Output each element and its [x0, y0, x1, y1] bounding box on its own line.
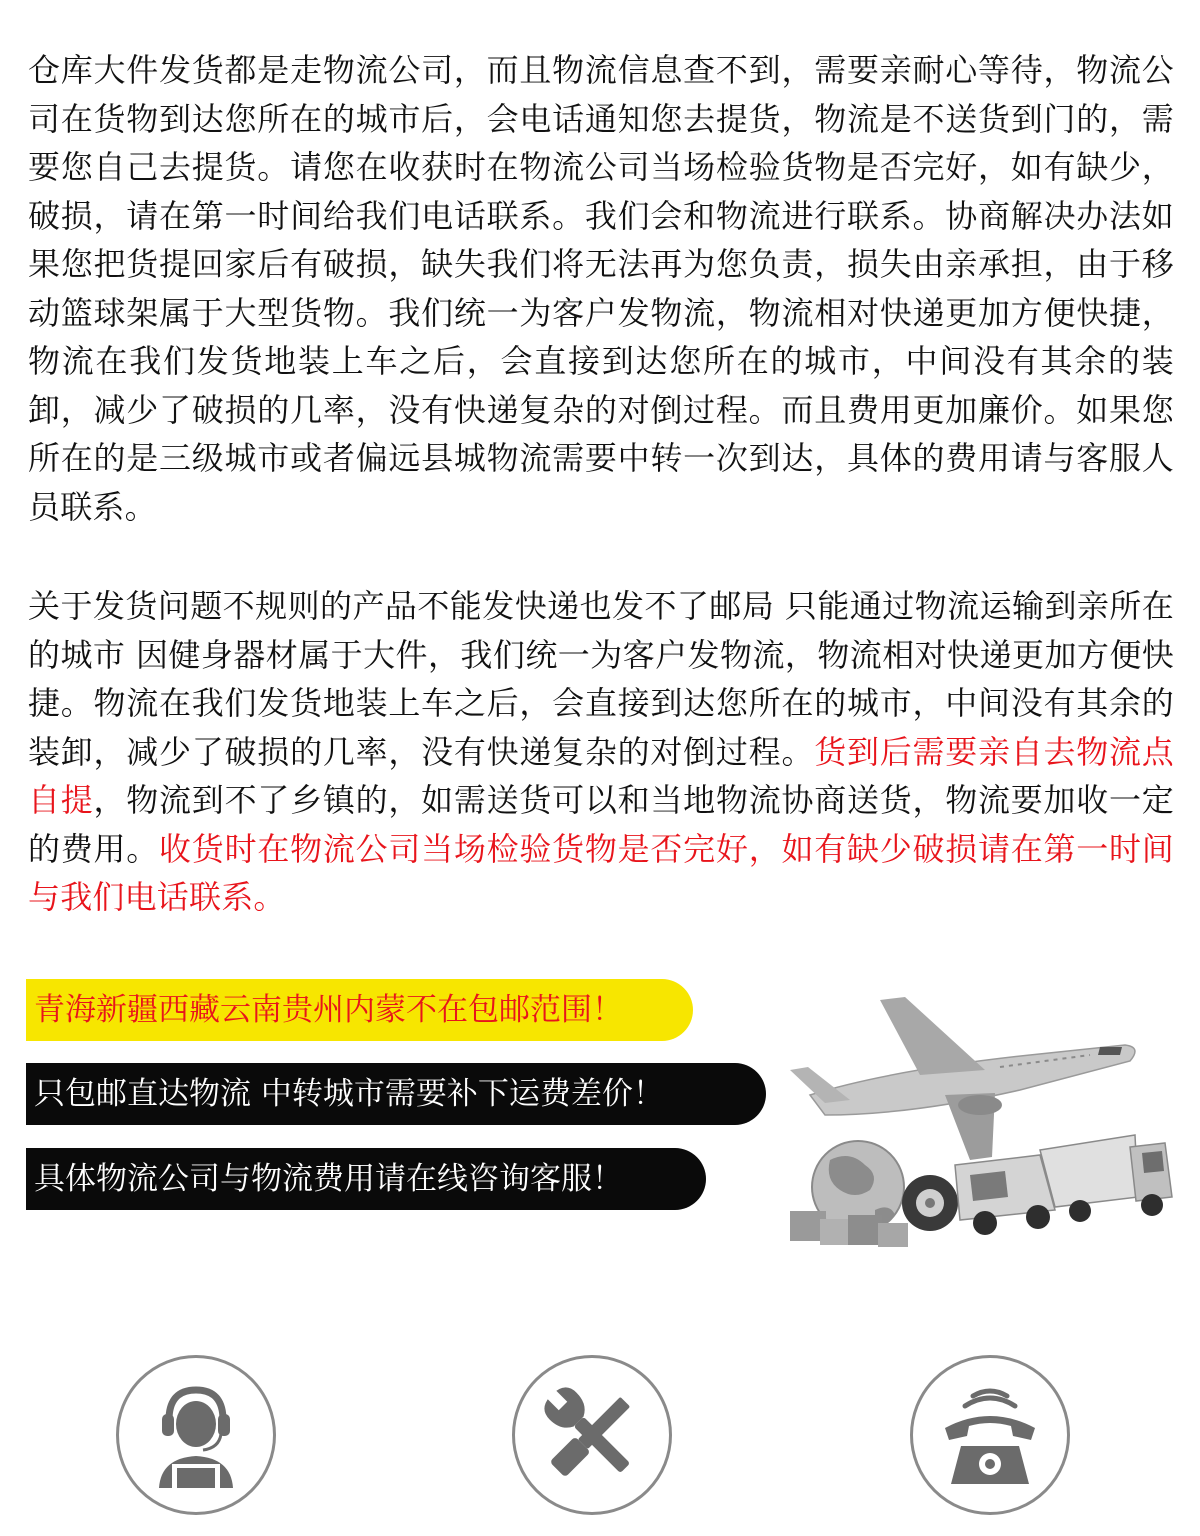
shipping-notice-paragraph: 仓库大件发货都是走物流公司，而且物流信息查不到，需要亲耐心等待，物流公司在货物到达您所在的城市后，会电话通知您去提货，物流是不送货到门的，需要您自己去提货。请您在收获时在物流公司当场检验货物是否完好，如有缺少，破损，请在第一时间给我们电话联系。我们会和物流进行联系。协商解决办法如果您把货提回家后有破损，缺失我们将无法再为您负责，损失由亲承担，由于移动篮球架属于大型货物。我们统一为客户发物流，物流相对快递更加方便快捷，物流在我们发货地装上车之后，会直接到达您所在的城市，中间没有其余的装卸，减少了破损的几率，没有快递复杂的对倒过程。而且费用更加廉价。如果您所在的是三级城市或者偏远县城物流需要中转一次到达，具体的费用请与客服人员联系。 [28, 51, 1174, 526]
customer-service-icon [137, 1376, 255, 1494]
customer-service-button[interactable] [116, 1355, 276, 1515]
inspection-warning: 收货时在物流公司当场检验货物是否完好，如有缺少破损请在第一时间与我们电话联系。 [28, 829, 1174, 916]
telephone-icon [931, 1376, 1049, 1494]
delivery-policy-text: 关于发货问题不规则的产品不能发快递也发不了邮局 只能通过物流运输到亲所在的城市 因健身器材属于大件，我们统一为客户发物流，物流相对快递更加方便快捷。物流在我们发货地装上车之后，会直接到达您所在的城市，中间没有其余的装卸，减少了破损的几率，没有快递复杂的对倒过程。 [28, 587, 1174, 771]
telephone-button[interactable] [910, 1355, 1070, 1515]
logistics-illustration [770, 975, 1180, 1255]
truck-icon [1040, 1135, 1172, 1222]
self-pickup-warning: 货到后需要亲自去物流点自提 [28, 732, 1174, 819]
transfer-fee-banner: 只包邮直达物流 中转城市需要补下运费差价！ [26, 1063, 766, 1125]
delivery-fee-text: ，物流到不了乡镇的，如需送货可以和当地物流协商送货，物流要加收一定的费用。 [28, 781, 1175, 868]
free-shipping-exclusion-banner: 青海新疆西藏云南贵州内蒙不在包邮范围！ [26, 979, 693, 1041]
tools-button[interactable] [512, 1355, 672, 1515]
delivery-policy-paragraph [28, 582, 1174, 922]
tools-icon [533, 1376, 651, 1494]
tire-icon [902, 1175, 958, 1231]
airplane-icon [790, 997, 1135, 1160]
van-icon [955, 1155, 1055, 1235]
consult-service-banner: 具体物流公司与物流费用请在线咨询客服！ [26, 1148, 706, 1210]
